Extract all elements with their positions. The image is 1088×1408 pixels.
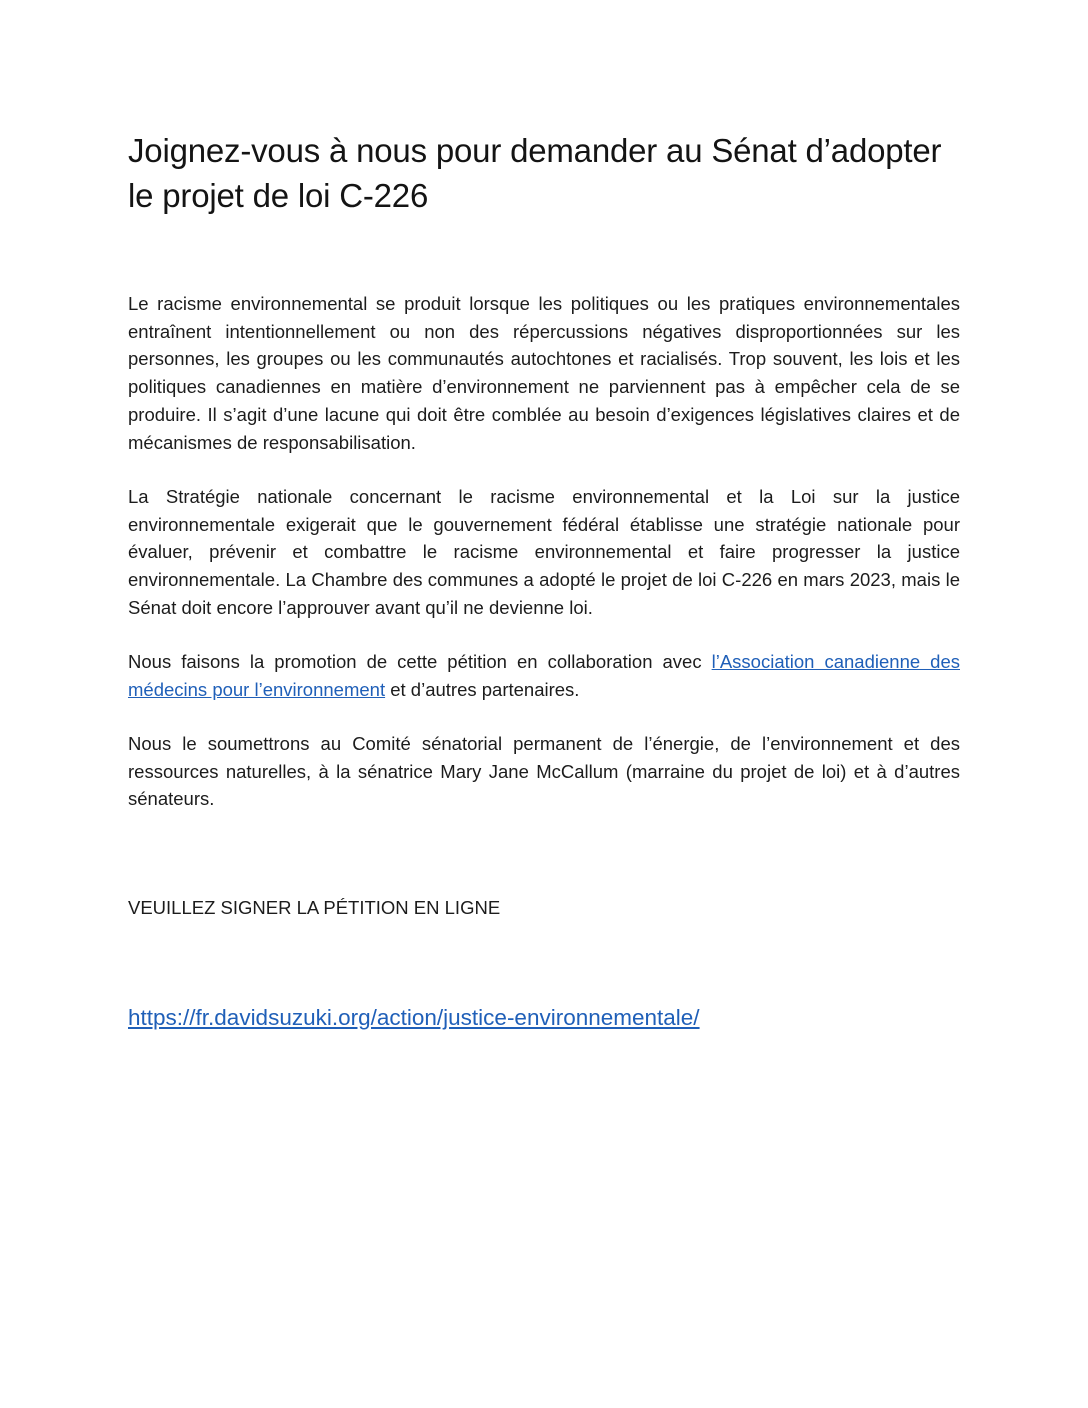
paragraph-submission: Nous le soumettrons au Comité sénatorial permanent de l’énergie, de l’environnement et des ressources naturelles, à la sénatrice Mary Jane McCallum (marraine du projet de loi) et à d’autres sénateurs.: [128, 733, 960, 810]
sign-petition-heading: VEUILLEZ SIGNER LA PÉTITION EN LIGNE: [128, 897, 501, 918]
paragraph-environmental-racism: Le racisme environnemental se produit lorsque les politiques ou les pratiques environnementales entraînent intentionnellement ou non des répercussions négatives disproportionnées sur les personnes, les groupes ou les communautés autochtones et racialisés. Trop souvent, les lois et les politiques canadiennes en matière d’environnement ne parviennent pas à empêcher cela de se produire. Il s’agit d’une lacune qui doit être comblée au besoin d’exigences législatives claires et de mécanismes de responsabilisation.: [128, 293, 960, 453]
page-title: Joignez-vous à nous pour demander au Sénat d’adopter le projet de loi C-226: [128, 132, 942, 214]
paragraph-national-strategy: La Stratégie nationale concernant le racisme environnemental et la Loi sur la justice environnementale exigerait que le gouvernement fédéral établisse une stratégie nationale pour évaluer, prévenir et combattre le racisme environnemental et faire progresser la justice environnementale. La Chambre des communes a adopté le projet de loi C-226 en mars 2023, mais le Sénat doit encore l’approuver avant qu’il ne devienne loi.: [128, 486, 960, 618]
petition-url-link[interactable]: https://fr.davidsuzuki.org/action/justice-environnementale/: [128, 1005, 700, 1030]
partners-text-before: Nous faisons la promotion de cette pétition en collaboration avec: [128, 651, 712, 672]
association-link[interactable]: l’Association canadienne des médecins pour l’environnement: [128, 651, 960, 700]
partners-text-after: et d’autres partenaires.: [385, 678, 580, 700]
paragraph-partners: [128, 648, 960, 703]
petition-url-line: [128, 1002, 700, 1034]
